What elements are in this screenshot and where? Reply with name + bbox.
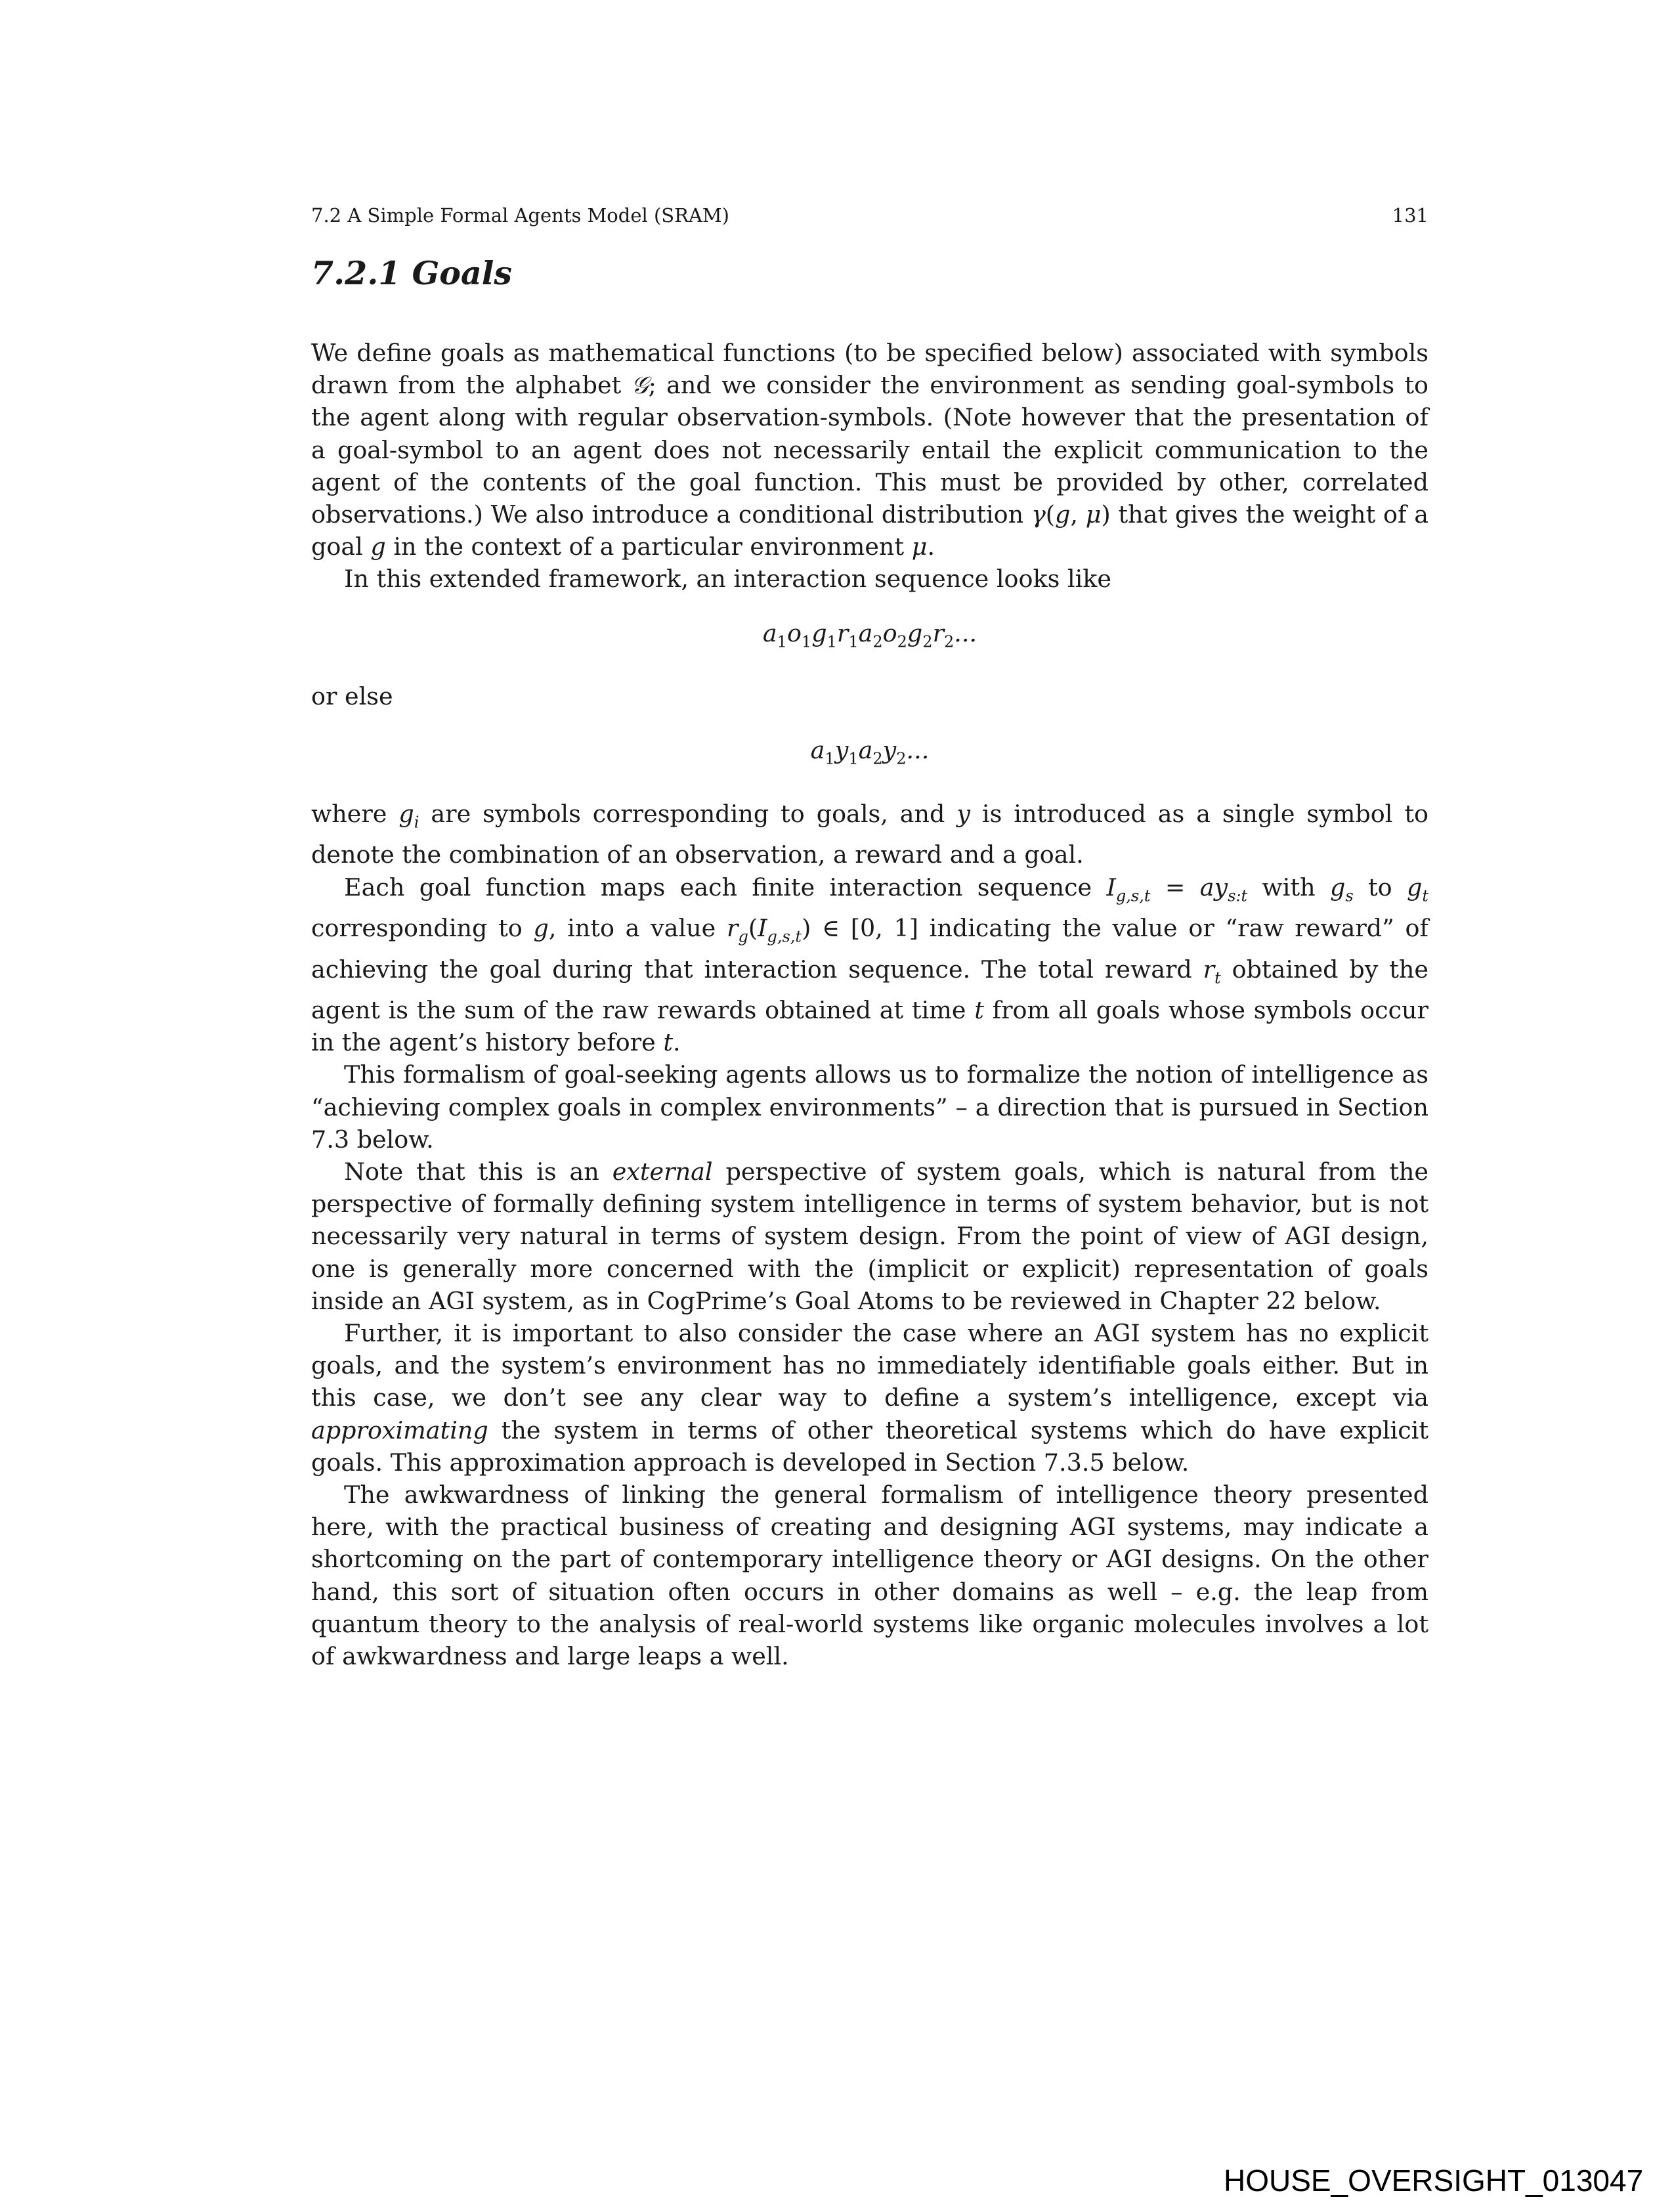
equation-interaction-sequence: $a_1o_1g_1r_1a_2o_2g_2r_2$...	[762, 618, 977, 651]
equation-compact-sequence: $a_1y_1a_2y_2$...	[810, 736, 930, 768]
body-text	[311, 337, 1428, 1672]
paragraph-formalism: This formalism of goal-seeking agents allows us to formalize the notion of intelligence as “achieving complex goals in complex environments” – a direction that is pursued in Section 7.3 below.	[311, 1060, 1428, 1154]
section-heading: 7.2.1 Goals	[311, 254, 512, 292]
paragraph-goals-definition: We define goals as mathematical functions (to be specified below) associated with symbols drawn from the alphabet 𝒢; and we consider the environment as sending goal-symbols to the agent along with regular observation-symbols. (Note however that the presentation of a goal-symbol to an agent does not necessarily entail the explicit communication to the agent of the contents of the goal function. This must be provided by other, correlated observations.) We also introduce a conditional distribution γ(g, μ) that gives the weight of a goal g in the context of a particular environment μ.	[311, 339, 1428, 561]
paragraph-goal-function: Each goal function maps each finite interaction sequence $I_{g,s,t} = ay_{s:t}$ with $g_s$ to $g_t$ corresponding to g, into a value $r_g(I_{g,s,t})$ ∈ [0, 1] indicating the value or “raw reward” of achieving the goal during that interaction sequence. The total reward $r_t$ obtained by the agent is the sum of the raw rewards obtained at time t from all goals whose symbols occur in the agent’s history before t.	[311, 873, 1429, 1057]
running-head	[311, 206, 1428, 225]
paragraph-no-explicit-goals: Further, it is important to also consider the case where an AGI system has no explicit goals, and the system’s environment has no immediately identifiable goals either. But in this case, we don’t see any clear way to define a system’s intelligence, except via approximating the system in terms of other theoretical systems which do have explicit goals. This approximation approach is developed in Section 7.3.5 below.	[311, 1319, 1428, 1477]
paragraph-or-else: or else	[311, 682, 393, 711]
paragraph-interaction-intro: In this extended framework, an interaction sequence looks like	[344, 565, 1112, 594]
running-head-section: 7.2 A Simple Formal Agents Model (SRAM)	[311, 204, 729, 227]
paragraph-external-perspective: Note that this is an external perspective of system goals, which is natural from the perspective of formally defining system intelligence in terms of system behavior, but is not necessarily very natural in terms of system design. From the point of view of AGI design, one is generally more concerned with the (implicit or explicit) representation of goals inside an AGI system, as in CogPrime’s Goal Atoms to be reviewed in Chapter 22 below.	[311, 1158, 1428, 1315]
paragraph-where-goals: where $g_i$ are symbols corresponding to goals, and y is introduced as a single symbol to denote the combination of an observation, a reward and a goal.	[311, 799, 1428, 869]
bates-stamp: HOUSE_OVERSIGHT_013047	[1224, 2163, 1644, 2198]
paragraph-awkwardness: The awkwardness of linking the general formalism of intelligence theory presented here, with the practical business of creating and designing AGI systems, may indicate a shortcoming on the part of contemporary intelligence theory or AGI designs. On the other hand, this sort of situation often occurs in other domains as well – e.g. the leap from quantum theory to the analysis of real-world systems like organic molecules involves a lot of awkwardness and large leaps a well.	[311, 1481, 1428, 1671]
page-number: 131	[1392, 204, 1428, 227]
